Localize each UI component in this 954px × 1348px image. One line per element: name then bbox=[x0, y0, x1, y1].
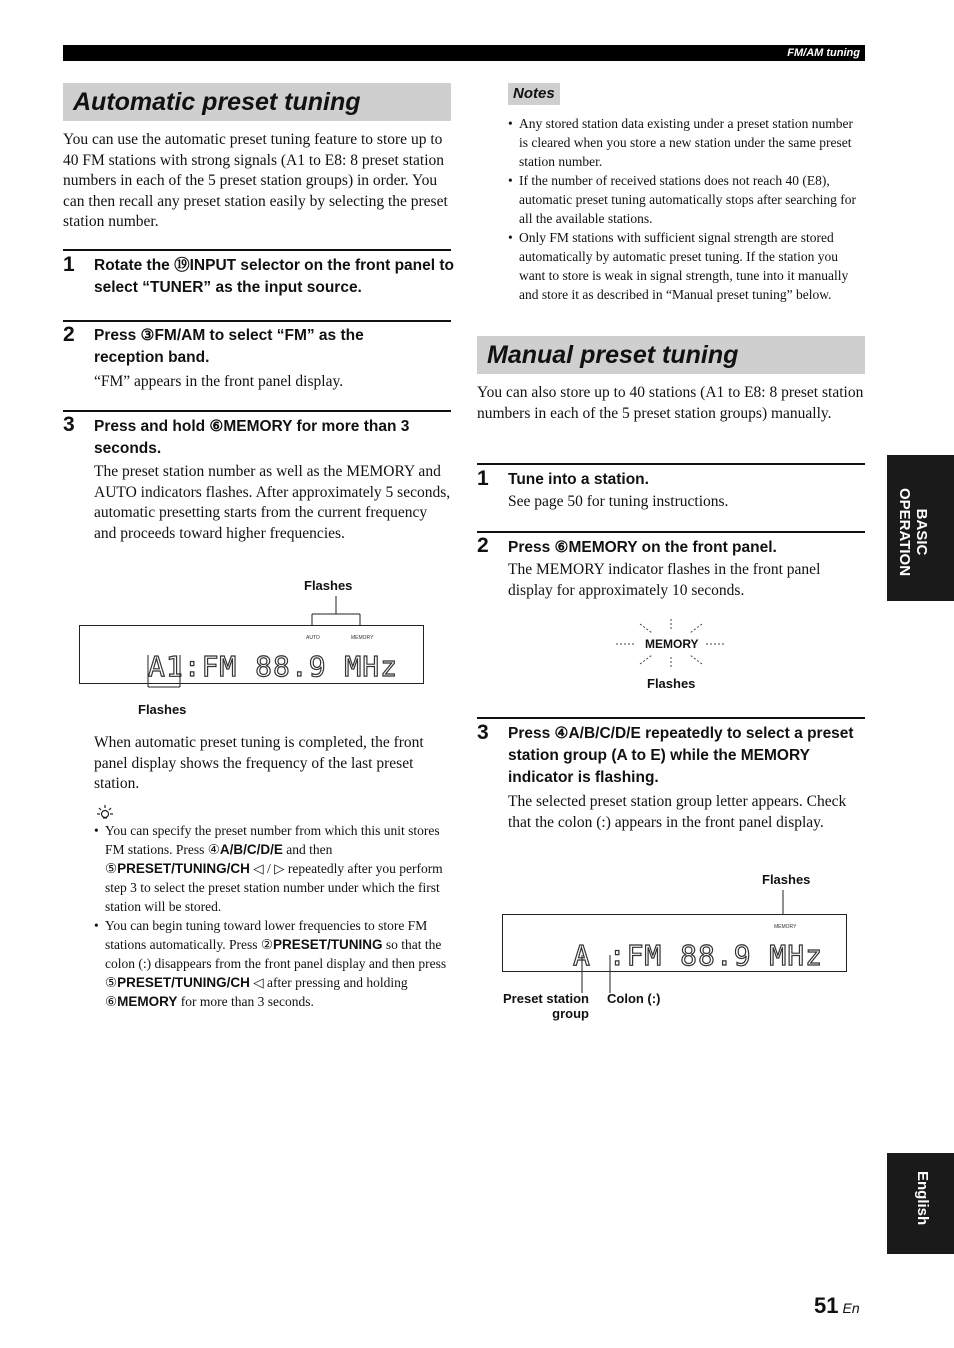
step-number: 1 bbox=[63, 253, 75, 276]
divider bbox=[63, 249, 451, 251]
auto-indicator: AUTO bbox=[306, 635, 320, 641]
divider bbox=[477, 463, 865, 465]
step-number: 2 bbox=[477, 534, 489, 557]
flashes-label: Flashes bbox=[762, 872, 811, 887]
step-body: The preset station number as well as the MEMORY and AUTO indicators flashes. After approximately 5 seconds, automatic presetting starts from the current frequency and proceeds toward higher frequencies. bbox=[94, 463, 451, 542]
step-body: See page 50 for tuning instructions. bbox=[508, 493, 729, 510]
memory-indicator: MEMORY bbox=[351, 635, 374, 641]
manual-preset-heading bbox=[477, 336, 865, 374]
header-bar bbox=[63, 45, 865, 61]
tip-lightbulb-icon bbox=[94, 803, 116, 823]
step-number: 3 bbox=[477, 721, 489, 744]
tip-item: • You can begin tuning toward lower frequencies to store FM stations automatically. Press ②PRESET/TUNING so that the colon (:) disappears from the front panel display and then press ⑤PRESET/TUNING/CH ◁ after pressing and holding ⑥MEMORY for more than 3 seconds. bbox=[94, 916, 448, 1011]
note-item: • Only FM stations with sufficient signal strength are stored automatically by automatic preset tuning. If the station you want to store is weak in signal strength, tune into it manually and store it as described in “Manual preset tuning” below. bbox=[508, 228, 864, 304]
notes-label: Notes bbox=[508, 83, 560, 105]
tips-list bbox=[94, 821, 448, 1011]
divider bbox=[63, 320, 451, 322]
auto-preset-title: Automatic preset tuning bbox=[73, 88, 361, 116]
step-number: 2 bbox=[63, 323, 75, 346]
flashes-label: Flashes bbox=[138, 702, 187, 717]
flashes-label: Flashes bbox=[647, 676, 696, 691]
english-tab-label: English bbox=[914, 1171, 931, 1226]
completion-text: When automatic preset tuning is completed, the front panel display shows the frequency of the last preset station. bbox=[94, 734, 424, 792]
step-heading: Press ③FM/AM to select “FM” as the reception band. bbox=[94, 327, 364, 366]
manual-preset-intro: You can also store up to 40 stations (A1 to E8: 8 preset station numbers in each of the 5 preset station groups) manually. bbox=[477, 384, 864, 422]
step-heading: Press ④A/B/C/D/E repeatedly to select a preset station group (A to E) while the MEMORY indicator is flashing. bbox=[508, 725, 854, 786]
header-section: FM/AM tuning bbox=[787, 47, 860, 59]
callout-bracket bbox=[140, 655, 190, 695]
divider bbox=[63, 410, 451, 412]
colon-label: Colon (:) bbox=[607, 991, 661, 1006]
memory-icon-label: MEMORY bbox=[645, 637, 699, 651]
step-heading: Press and hold ⑥MEMORY for more than 3 seconds. bbox=[94, 418, 410, 457]
tip-item: • You can specify the preset number from which this unit stores FM stations. Press ④A/B/C/D/E and then ⑤PRESET/TUNING/CH ◁ / ▷ repeatedly after you perform step 3 to select the preset station number under which the first station will be stored. bbox=[94, 821, 448, 916]
step-number: 1 bbox=[477, 467, 489, 490]
divider bbox=[477, 531, 865, 533]
step-body: “FM” appears in the front panel display. bbox=[94, 373, 344, 390]
note-item: • Any stored station data existing under a preset station number is cleared when you store a new station under the same preset station number. bbox=[508, 114, 864, 171]
front-panel-display bbox=[502, 914, 847, 972]
manual-preset-title: Manual preset tuning bbox=[487, 341, 739, 369]
note-item: • If the number of received stations does not reach 40 (E8), automatic preset tuning automatically stops after searching for all the available stations. bbox=[508, 171, 864, 228]
display-text: A :FM 88.9 MHz bbox=[573, 939, 824, 972]
memory-indicator: MEMORY bbox=[774, 924, 797, 930]
auto-preset-heading bbox=[63, 83, 451, 121]
page-number: 51 En bbox=[814, 1293, 860, 1318]
step-number: 3 bbox=[63, 413, 75, 436]
step-heading: Rotate the ⑲INPUT selector on the front panel to select “TUNER” as the input source. bbox=[94, 257, 454, 296]
front-panel-display bbox=[79, 625, 424, 684]
flashes-label: Flashes bbox=[304, 578, 353, 593]
basic-operation-tab bbox=[887, 455, 954, 601]
notes-list bbox=[508, 114, 864, 304]
step-body: The selected preset station group letter appears. Check that the colon (:) appears in the front panel display. bbox=[508, 793, 847, 831]
basic-operation-tab-label: BASIC OPERATION bbox=[896, 487, 930, 577]
divider bbox=[477, 717, 865, 719]
step-heading: Press ⑥MEMORY on the front panel. bbox=[508, 539, 777, 556]
preset-group-label: Preset station group bbox=[503, 991, 589, 1021]
step-heading: Tune into a station. bbox=[508, 471, 649, 488]
auto-preset-intro: You can use the automatic preset tuning feature to store up to 40 FM stations with strong signals (A1 to E8: 8 preset station numbers in each of the 5 preset station groups) in order. You can then recall any preset station easily by selecting the preset station number. bbox=[63, 131, 448, 230]
step-body: The MEMORY indicator flashes in the front panel display for approximately 10 seconds. bbox=[508, 561, 821, 599]
display-text: A1:FM 88.9 MHz bbox=[148, 650, 399, 683]
english-tab bbox=[887, 1153, 954, 1254]
